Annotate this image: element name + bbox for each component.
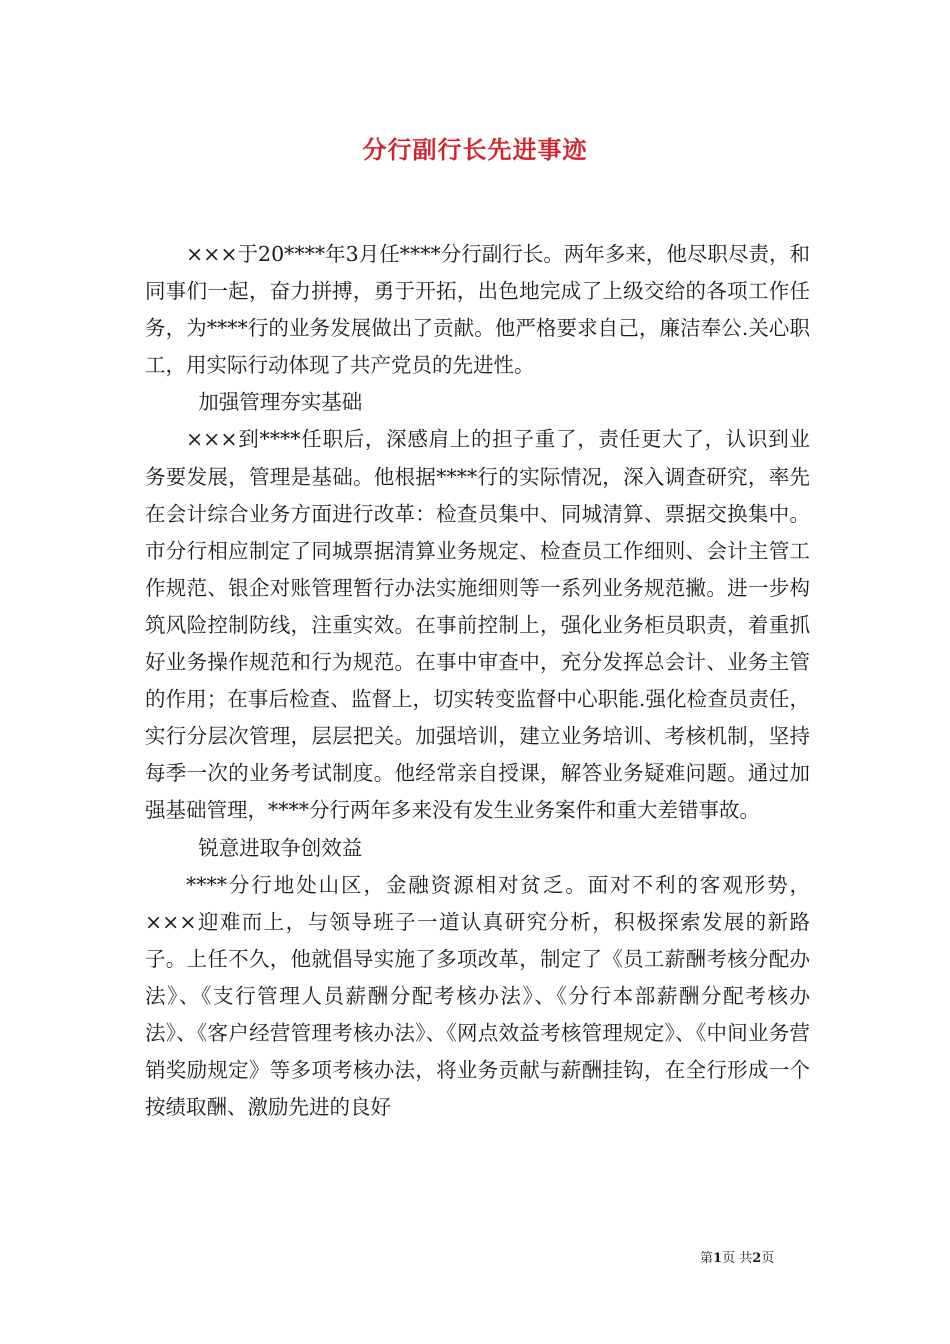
- footer-current-page: 1: [713, 1251, 723, 1266]
- footer-middle: 页 共: [722, 1251, 753, 1266]
- footer-prefix: 第: [700, 1251, 714, 1266]
- page-footer: [700, 1250, 820, 1268]
- document-body: [145, 236, 810, 1126]
- section-heading-benefit: 锐意进取争创效益: [198, 835, 363, 860]
- paragraph-benefit: ****分行地处山区，金融资源相对贫乏。面对不利的客观形势，×××迎难而上，与领导班子一道认真研究分析，积极探索发展的新路子。上任不久，他就倡导实施了多项改革，制定了《员工薪酬考核分配办法》、《支行管理人员薪酬分配考核办法》、《分行本部薪酬分配考核办法》、《客户经营管理考核办法》、《网点效益考核管理规定》、《中间业务营销奖励规定》等多项考核办法，将业务贡献与薪酬挂钩，在全行形成一个按绩取酬、激励先进的良好: [145, 872, 810, 1120]
- footer-suffix: 页: [761, 1251, 775, 1266]
- footer-total-pages: 2: [752, 1251, 762, 1266]
- document-title: 分行副行长先进事迹: [362, 135, 588, 164]
- section-heading-management: 加强管理夯实基础: [198, 390, 363, 415]
- paragraph-management: ×××到****任职后，深感肩上的担子重了，责任更大了，认识到业务要发展，管理是基础。他根据****行的实际情况，深入调查研究，率先在会计综合业务方面进行改革：检查员集中、同城清算、票据交换集中。市分行相应制定了同城票据清算业务规定、检查员工作细则、会计主管工作规范、银企对账管理暂行办法实施细则等一系列业务规范撇。进一步构筑风险控制防线，注重实效。在事前控制上，强化业务柜员职责，着重抓好业务操作规范和行为规范。在事中审查中，充分发挥总会计、业务主管的作用；在事后检查、监督上，切实转变监督中心职能.强化检查员责任，实行分层次管理，层层把关。加强培训，建立业务培训、考核机制，坚持每季一次的业务考试制度。他经常亲自授课，解答业务疑难问题。通过加强基础管理，****分行两年多来没有发生业务案件和重大差错事故。: [145, 427, 810, 823]
- paragraph-intro: ×××于20****年3月任****分行副行长。两年多来，他尽职尽责，和同事们一起，奋力拼搏，勇于开拓，出色地完成了上级交给的各项工作任务，为****行的业务发展做出了贡献。他严格要求自己，廉洁奉公.关心职工，用实际行动体现了共产党员的先进性。: [145, 242, 810, 378]
